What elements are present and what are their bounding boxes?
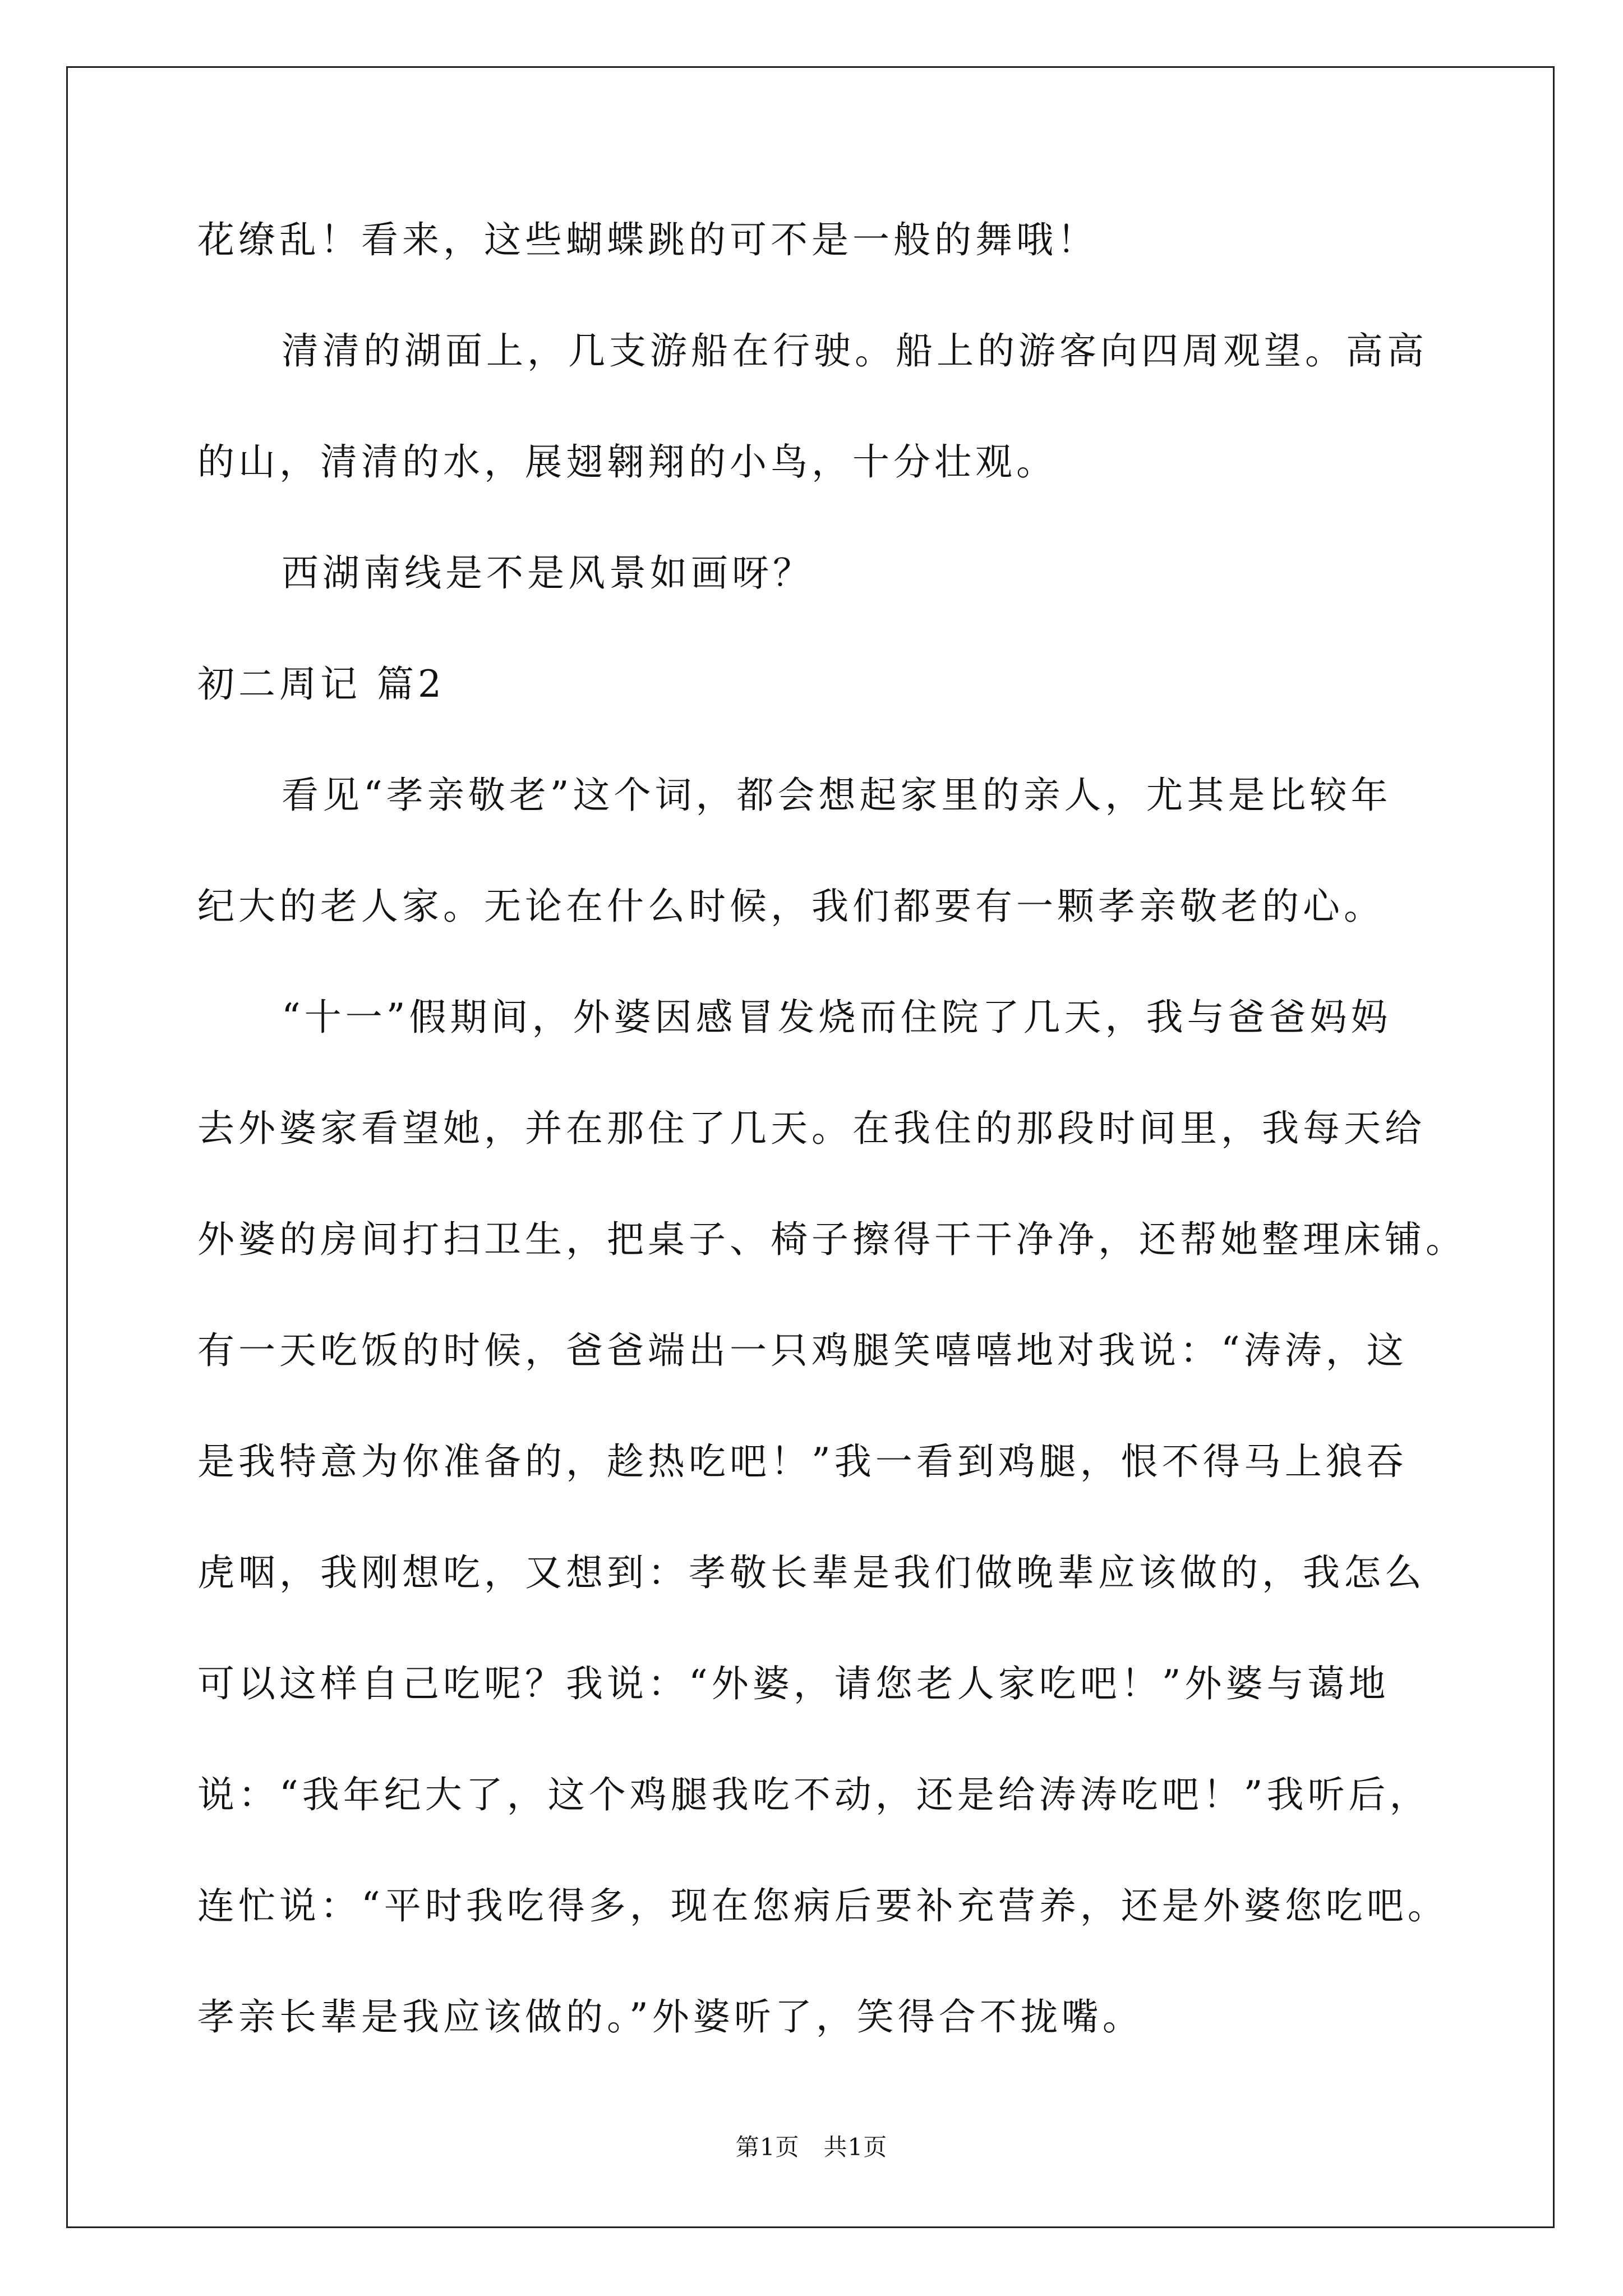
- section-heading: 初二周记 篇2: [197, 662, 445, 706]
- paragraph-line: 可以这样自己吃呢？我说：“外婆，请您老人家吃吧！”外婆与蔼地: [197, 1662, 1390, 1705]
- paragraph-line: 连忙说：“平时我吃得多，现在您病后要补充营养，还是外婆您吃吧。: [197, 1884, 1449, 1927]
- paragraph-line: 西湖南线是不是风景如画呀？: [282, 551, 814, 595]
- paragraph-line: 看见“孝亲敬老”这个词，都会想起家里的亲人，尤其是比较年: [282, 774, 1392, 817]
- paragraph-line: 的山，清清的水，展翅翱翔的小鸟，十分壮观。: [197, 440, 1057, 484]
- paragraph-line: 清清的湖面上，几支游船在行驶。船上的游客向四周观望。高高: [282, 329, 1428, 372]
- paragraph-line: 是我特意为你准备的，趁热吃吧！”我一看到鸡腿，恨不得马上狼吞: [197, 1440, 1408, 1483]
- paragraph-line: 纪大的老人家。无论在什么时候，我们都要有一颗孝亲敬老的心。: [197, 885, 1385, 928]
- page-number-footer: 第1页 共1页: [735, 2133, 888, 2161]
- paragraph-line: 说：“我年纪大了，这个鸡腿我吃不动，还是给涛涛吃吧！”我听后，: [197, 1773, 1431, 1816]
- paragraph-line: 孝亲长辈是我应该做的。”外婆听了，笑得合不拢嘴。: [197, 1995, 1144, 2039]
- paragraph-line: “十一”假期间，外婆因感冒发烧而住院了几天，我与爸爸妈妈: [282, 996, 1392, 1039]
- paragraph-line: 有一天吃饭的时候，爸爸端出一只鸡腿笑嘻嘻地对我说：“涛涛，这: [197, 1329, 1408, 1372]
- paragraph-line: 虎咽，我刚想吃，又想到：孝敬长辈是我们做晚辈应该做的，我怎么: [197, 1551, 1426, 1594]
- paragraph-line: 外婆的房间打扫卫生，把桌子、椅子擦得干干净净，还帮她整理床铺。: [197, 1218, 1467, 1261]
- paragraph-line: 花缭乱！看来，这些蝴蝶跳的可不是一般的舞哦！: [197, 218, 1098, 261]
- paragraph-line: 去外婆家看望她，并在那住了几天。在我住的那段时间里，我每天给: [197, 1107, 1426, 1150]
